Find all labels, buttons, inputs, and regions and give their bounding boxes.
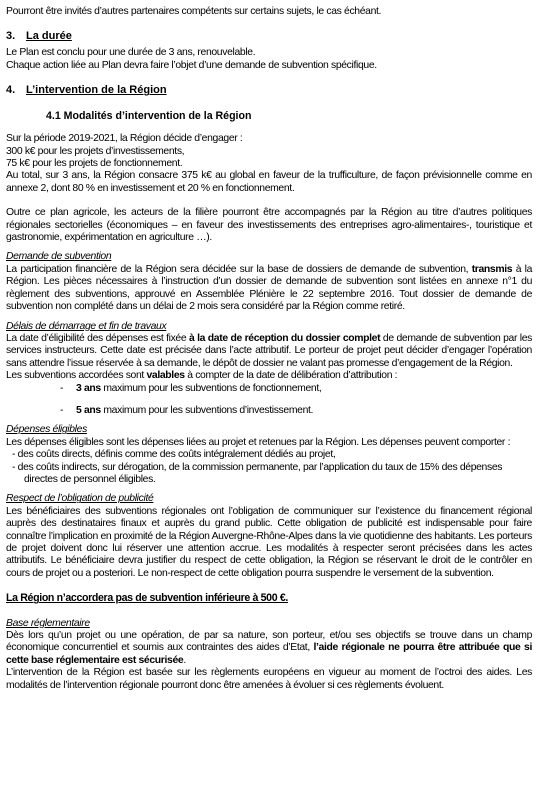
base-text-bold: l’aide régionale ne pourra être attribuée que si cette base réglementaire est sécurisée — [6, 642, 532, 666]
delais-heading: Délais de démarrage et fin de travaux — [6, 320, 167, 332]
other-policies-paragraph: Outre ce plan agricole, les acteurs de la filière pourront être accompagnés par la Région au titre d’autres politiques régionales sectorielles (économiques – en faveur des investissements des entreprises agro-alimentaires-, touristique et gastronomie, expérimentation en agriculture …). — [6, 207, 532, 244]
section-3-title: La durée — [26, 30, 72, 43]
depenses-item-direct: - des coûts directs, définis comme des coûts intégralement dédiés au projet, — [12, 449, 336, 461]
demande-text-post: à la Région. Les pièces nécessaires à l’instruction d’un dossier de demande de subvention sont listées en annexe n°1 du règlement des subventions, approuvé en Assemblée Plénière le 22 septembre 2016. Tout dossier de demande de subvention non complété dans un délai de 2 mois sera considéré par la Région comme retiré. — [6, 263, 533, 313]
delais-text-bold: à la date de réception du dossier complet — [188, 332, 381, 344]
budget-line-1: Sur la période 2019-2021, la Région décide d’engager : — [6, 133, 243, 145]
publicite-heading: Respect de l’obligation de publicité — [6, 493, 154, 505]
budget-line-3: 75 k€ pour les projets de fonctionnement. — [6, 158, 183, 170]
section-4-title: L’intervention de la Région — [26, 84, 167, 97]
section-3-line-1: Le Plan est conclu pour une durée de 3 ans, renouvelable. — [6, 47, 256, 59]
section-3-line-2: Chaque action liée au Plan devra faire l’objet d’une demande de subvention spécifique. — [6, 59, 377, 71]
intro-line: Pourront être invités d’autres partenaires compétents sur certains sujets, le cas échéant. — [6, 6, 382, 17]
base-paragraph-1 — [6, 630, 532, 667]
validity-item-operating-text: maximum pour les subventions de fonctionnement, — [100, 382, 322, 394]
depenses-item-indirect-line-1: - des coûts indirects, sur dérogation, de la commission permanente, par l’application du taux de 15% des dépenses — [12, 461, 503, 473]
validity-post: à compter de la date de délibération d’attribution : — [184, 370, 398, 382]
base-text-post: . — [183, 654, 186, 666]
demande-paragraph — [6, 264, 532, 314]
document-page — [6, 6, 532, 692]
dash-marker: - — [60, 404, 64, 416]
validity-item-investment — [6, 405, 532, 417]
section-3-number: 3. — [6, 30, 16, 43]
depenses-intro: Les dépenses éligibles sont les dépenses liées au projet et retenues par la Région. Les dépenses peuvent comporter : — [6, 436, 511, 448]
delais-text-pre: La date d’éligibilité des dépenses est fixée — [6, 332, 189, 344]
base-heading: Base réglementaire — [6, 617, 90, 629]
section-4-heading — [6, 84, 532, 97]
delais-text-post: de demande de subvention par les services instructeurs. Cette date est précisée dans l’acte attributif. Le porteur de projet peut décider d’engager l’opération sans attendre l’issue réservée à sa demande, le dépôt de dossier ne valant pas promesse d’engagement de la Région. — [6, 332, 532, 369]
dash-marker: - — [60, 382, 64, 394]
budget-total: Au total, sur 3 ans, la Région consacre 375 k€ au global en faveur de la trufficulture, de façon prévisionnelle comme en annexe 2, dont 80 % en investissement et 20 % en fonctionnement. — [6, 170, 532, 194]
demande-heading: Demande de subvention — [6, 251, 112, 263]
section-3-heading — [6, 30, 532, 43]
base-paragraph-2: L’intervention de la Région est basée sur les règlements européens en vigueur au moment de l’octroi des aides. Les modalités de l’intervention régionale pourront donc être amenées à évoluer si ces règlements évoluent. — [6, 667, 532, 691]
depenses-heading: Dépenses éligibles — [6, 424, 87, 436]
section-4-number: 4. — [6, 84, 16, 97]
validity-line — [6, 370, 532, 382]
depenses-item-indirect — [6, 462, 532, 487]
demande-text-pre: La participation financière de la Région sera décidée sur la base de dossiers de demande de subvention, — [6, 263, 472, 275]
min-subsidy-notice — [6, 592, 532, 605]
publicite-paragraph: Les bénéficiaires des subventions régionales ont l’obligation de communiquer sur l’existence du financement régional auprès des destinataires finaux et auprès du grand public. Cette obligation de publicité est indispensable pour faire connaître l’implication en proximité de la Région Auvergne-Rhône-Alpes dans la vie quotidienne des habitants. Les porteurs de projet doivent donc lui réserver une attention accrue. Les modalités à respecter seront précisées dans les actes attributifs. Le bénéficiaire devra justifier du respect de cette obligation, la Région se réservant le droit de le contrôler en cours de projet ou a posteriori. Le non-respect de cette obligation pourra suspendre le versement de la subvention. — [6, 505, 532, 579]
validity-item-operating-bold: 3 ans — [76, 382, 101, 394]
min-subsidy-text: La Région n’accordera pas de subvention inférieure à 500 €. — [6, 592, 288, 605]
validity-bold: valables — [146, 370, 185, 382]
validity-pre: Les subventions accordées sont — [6, 370, 147, 382]
subsection-4-1-title: 4.1 Modalités d’intervention de la Région — [46, 110, 252, 123]
delais-paragraph — [6, 333, 532, 370]
budget-line-2: 300 k€ pour les projets d’investissements, — [6, 145, 185, 157]
depenses-item-indirect-line-2: directes de personnel éligibles. — [24, 473, 156, 485]
validity-item-operating — [6, 383, 532, 395]
base-text-pre: Dès lors qu’un projet ou une opération, de par sa nature, son porteur, et/ou ses objectifs se trouve dans un champ économique concurrentiel et soumis aux contraintes des aides d’Etat, — [6, 630, 532, 654]
validity-item-investment-text: maximum pour les subventions d’investissement. — [100, 404, 314, 416]
demande-text-bold: transmis — [471, 263, 513, 275]
validity-item-investment-bold: 5 ans — [76, 404, 101, 416]
